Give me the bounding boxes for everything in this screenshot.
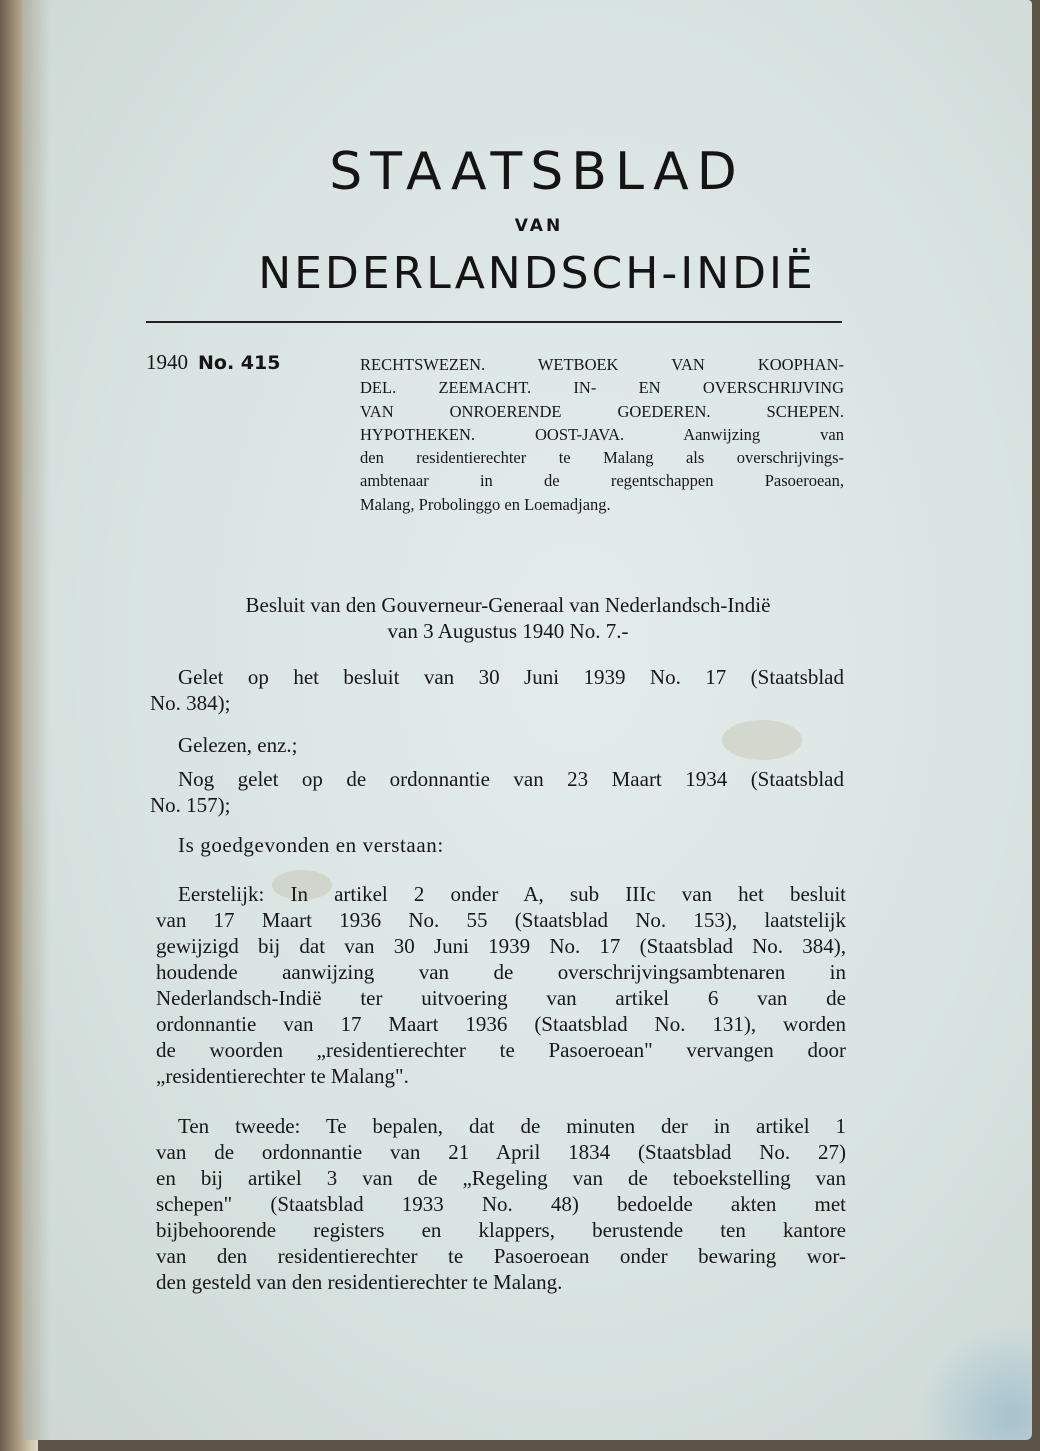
paper-stain (922, 1320, 1032, 1440)
paragraph-line: Gelezen, enz.; (178, 733, 298, 757)
issue-no: No. 415 (198, 352, 281, 374)
document-page (22, 0, 1032, 1440)
issue-year: 1940 (146, 350, 188, 374)
paragraph-line: ordonnantie van 17 Maart 1936 (Staatsblad No. 131), worden (156, 1012, 846, 1036)
paragraph-line: Nederlandsch-Indië ter uitvoering van artikel 6 van de (156, 986, 846, 1010)
publication-country: NEDERLANDSCH-INDIË (258, 248, 816, 299)
subject-line: VAN ONROERENDE GOEDEREN. SCHEPEN. (360, 401, 844, 421)
paragraph-line: van den residentierechter te Pasoeroean onder bewaring wor- (156, 1244, 846, 1268)
paragraph-line: gewijzigd bij dat van 30 Juni 1939 No. 17 (Staatsblad No. 384), (156, 934, 846, 958)
paper-stain (722, 720, 802, 760)
paragraph-line: No. 384); (150, 691, 231, 715)
decree-line: Besluit van den Gouverneur-Generaal van Nederlandsch-Indië (245, 593, 771, 617)
paragraph-line: de woorden „residentierechter te Pasoeroean" vervangen door (156, 1038, 846, 1062)
paragraph-goedgevonden (178, 832, 444, 858)
paragraph-line: No. 157); (150, 793, 231, 817)
paragraph-line: Is goedgevonden en verstaan: (178, 833, 444, 857)
paragraph-line: Gelet op het besluit van 30 Juni 1939 No. 17 (Staatsblad (178, 665, 844, 689)
paragraph-line: houdende aanwijzing van de overschrijvingsambtenaren in (156, 960, 846, 984)
subject-line: HYPOTHEKEN. OOST-JAVA. Aanwijzing van (360, 424, 844, 444)
title-rule (146, 321, 842, 323)
publication-van: VAN (514, 216, 564, 236)
paragraph-eerstelijk (156, 881, 846, 1089)
paragraph-line: den gesteld van den residentierechter te Malang. (156, 1270, 563, 1294)
decree-line: van 3 Augustus 1940 No. 7.- (387, 619, 629, 643)
paragraph-nog-gelet (150, 766, 844, 818)
issue-number (146, 350, 280, 375)
paragraph-line: van 17 Maart 1936 No. 55 (Staatsblad No. 153), laatstelijk (156, 908, 846, 932)
issue-subject (360, 353, 844, 516)
subject-line: den residentierechter te Malang als overschrijvings- (360, 448, 844, 468)
paragraph-line: bijbehoorende registers en klappers, berustende ten kantore (156, 1218, 846, 1242)
paragraph-line: en bij artikel 3 van de „Regeling van de teboekstelling van (156, 1166, 846, 1190)
subject-line: DEL. ZEEMACHT. IN- EN OVERSCHRIJVING (360, 378, 844, 398)
paragraph-gelet (150, 664, 844, 716)
subject-line: RECHTSWEZEN. WETBOEK VAN KOOPHAN- (360, 355, 844, 374)
paragraph-line: Nog gelet op de ordonnantie van 23 Maart 1934 (Staatsblad (178, 767, 844, 791)
subject-line: ambtenaar in de regentschappen Pasoeroean, (360, 471, 844, 491)
subject-line: Malang, Probolinggo en Loemadjang. (360, 494, 611, 514)
paragraph-ten-tweede (156, 1113, 846, 1295)
paragraph-line: Ten tweede: Te bepalen, dat de minuten der in artikel 1 (178, 1114, 846, 1138)
paragraph-line: schepen" (Staatsblad 1933 No. 48) bedoelde akten met (156, 1192, 846, 1216)
paragraph-line: Eerstelijk: In artikel 2 onder A, sub IIIc van het besluit (178, 882, 846, 906)
paragraph-gelezen (178, 732, 298, 758)
paragraph-line: „residentierechter te Malang". (156, 1064, 409, 1088)
publication-title: STAATSBLAD (329, 142, 745, 202)
decree-heading (148, 592, 868, 644)
paragraph-line: van de ordonnantie van 21 April 1834 (Staatsblad No. 27) (156, 1140, 846, 1164)
